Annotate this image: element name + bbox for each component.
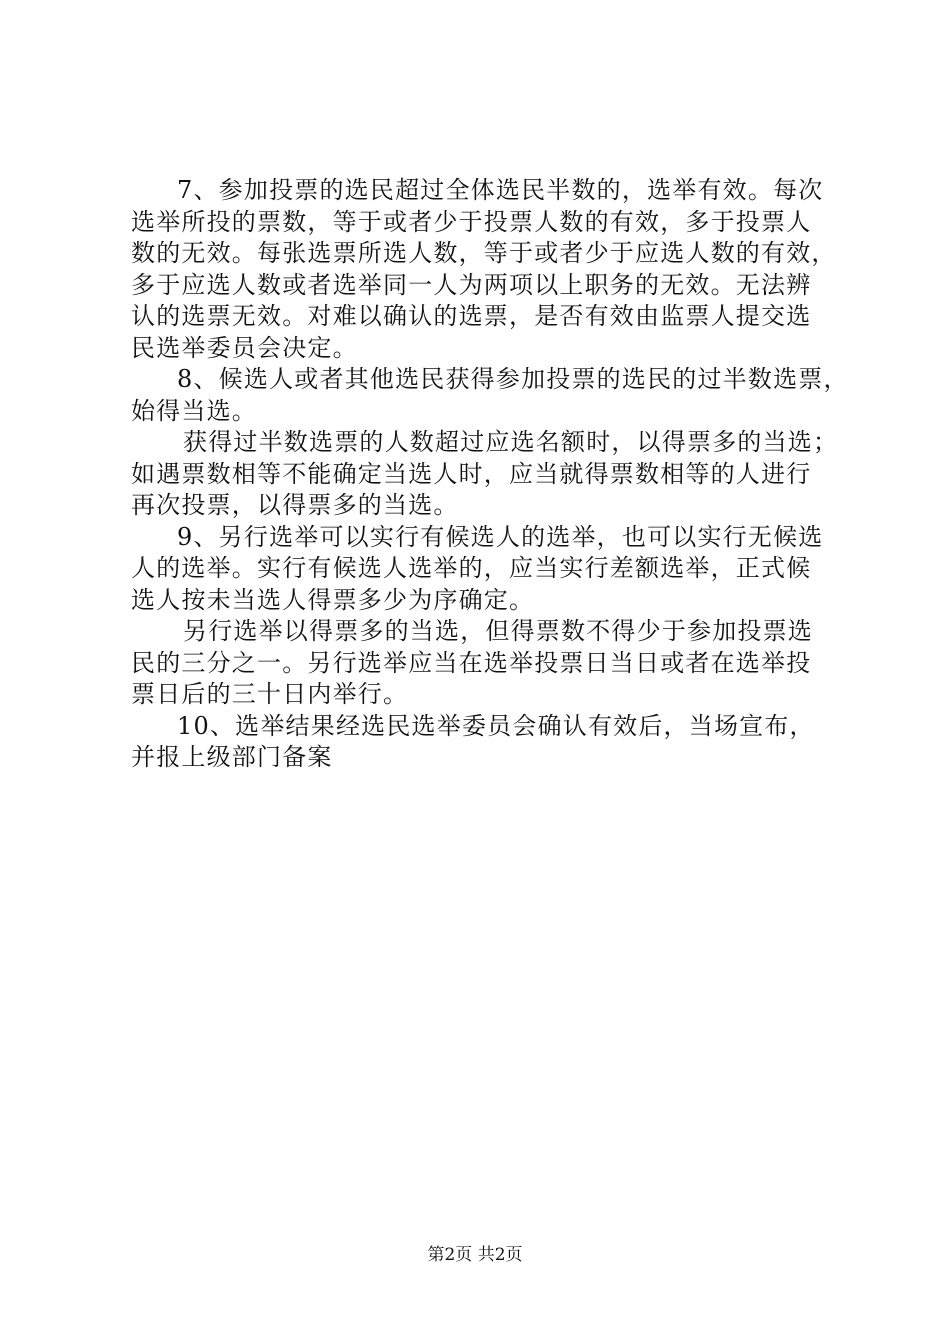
paragraph-7-line-6: 民选举委员会决定。 (131, 333, 358, 362)
paragraph-8b-line-2: 如遇票数相等不能确定当选人时，应当就得票数相等的人进行 (131, 459, 812, 488)
paragraph-7-line-3: 数的无效。每张选票所选人数，等于或者少于应选人数的有效， (131, 239, 837, 267)
paragraph-7-line-4: 多于应选人数或者选举同一人为两项以上职务的无效。无法辨 (131, 270, 812, 299)
paragraph-7-line-1: 7、参加投票的选民超过全体选民半数的，选举有效。每次 (177, 176, 824, 204)
paragraph-8-line-2: 始得当选。 (131, 396, 257, 425)
document-body (131, 175, 849, 774)
paragraph-9-line-2: 人的选举。实行有候选人选举的，应当实行差额选举，正式候 (131, 554, 812, 582)
page-number-footer: 第2页 共2页 (427, 1245, 523, 1265)
paragraph-7-line-5: 认的选票无效。对难以确认的选票，是否有效由监票人提交选 (131, 302, 812, 330)
paragraph-8b-line-3: 再次投票，以得票多的当选。 (131, 491, 459, 519)
paragraph-7-line-2: 选举所投的票数，等于或者少于投票人数的有效，多于投票人 (131, 207, 812, 236)
paragraph-9b-line-1: 另行选举以得票多的当选，但得票数不得少于参加投票选 (183, 617, 813, 645)
paragraph-10-line-2: 并报上级部门备案 (131, 743, 333, 771)
paragraph-10-line-1: 10、选举结果经选民选举委员会确认有效后，当场宣布， (177, 711, 815, 740)
paragraph-9b-line-2: 民的三分之一。另行选举应当在选举投票日当日或者在选举投 (131, 648, 812, 677)
paragraph-9-line-1: 9、另行选举可以实行有候选人的选举，也可以实行无候选 (177, 522, 824, 551)
paragraph-8b-line-1: 获得过半数选票的人数超过应选名额时，以得票多的当选； (183, 428, 839, 456)
paragraph-8-line-1: 8、候选人或者其他选民获得参加投票的选民的过半数选票， (177, 365, 849, 393)
paragraph-9-line-3: 选人按未当选人得票多少为序确定。 (131, 585, 535, 614)
paragraph-9b-line-3: 票日后的三十日内举行。 (131, 680, 409, 708)
